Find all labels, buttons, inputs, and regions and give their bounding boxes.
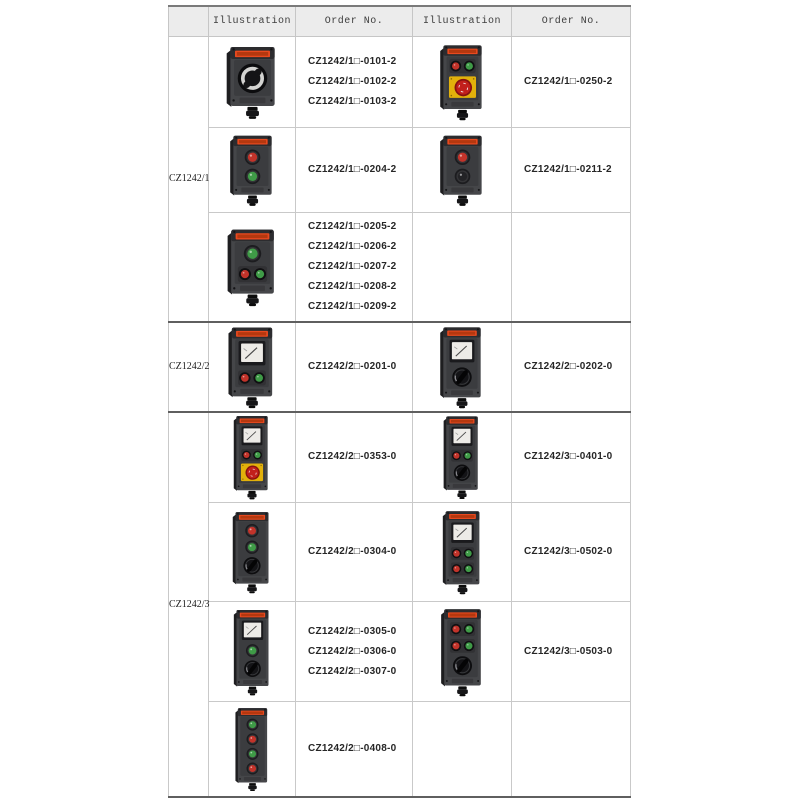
order-number: CZ1242/1□-0205-2 [308,220,397,232]
column-header-illustration-1: Illustration [209,6,296,37]
meter-buttons-estop-control-station [209,414,295,500]
illustration-cell [413,602,512,702]
order-number: CZ1242/2□-0202-0 [524,360,613,372]
illustration-cell [413,37,512,128]
order-number: CZ1242/2□-0304-0 [308,546,397,557]
order-number: CZ1242/1□-0250-2 [524,76,613,87]
illustration-cell [209,213,296,322]
order-cell [296,602,413,702]
empty-cell [512,213,631,322]
empty-cell [413,702,512,797]
table-row [169,412,631,503]
order-number: CZ1242/2□-0306-0 [308,645,397,657]
table-row [169,503,631,602]
order-number: CZ1242/1□-0209-2 [308,300,397,312]
illustration-cell [209,322,296,412]
order-number: CZ1242/1□-0101-2 [308,56,397,67]
start-stop-estop-control-station [413,43,511,121]
order-number: CZ1242/3□-0401-0 [524,451,613,463]
order-number: CZ1242/1□-0206-2 [308,240,397,252]
order-number: CZ1242/3□-0502-0 [524,546,613,557]
model-cell: CZ1242/1 [169,37,209,322]
product-table [168,5,631,798]
header-row [169,6,631,37]
illustration-cell [413,322,512,412]
corner-header [169,6,209,37]
illustration-cell [209,702,296,797]
four-button-rotary-control-station [413,607,511,697]
order-cell [296,702,413,797]
meter-start-stop-control-station [209,325,295,409]
illustration-cell [209,503,296,602]
column-header-order-2: Order No. [512,6,631,37]
illustration-cell [209,602,296,702]
rotary-switch-control-station [209,44,295,120]
order-number: CZ1242/1□-0103-2 [308,96,397,107]
illustration-cell [209,128,296,213]
order-cell [296,213,413,322]
model-cell: CZ1242/2 [169,322,209,412]
order-cell [296,412,413,503]
meter-button-rotary-control-station [209,608,295,696]
order-cell [296,128,413,213]
order-cell [512,602,631,702]
illustration-cell [413,128,512,213]
empty-cell [413,213,512,322]
catalog-page [168,5,631,798]
table-row [169,602,631,702]
table-row [169,702,631,797]
order-cell [512,37,631,128]
illustration-cell [209,412,296,503]
order-cell [296,37,413,128]
table-body [169,37,631,797]
table-row [169,322,631,412]
order-number: CZ1242/2□-0353-0 [308,451,397,463]
order-number: CZ1242/1□-0204-2 [308,164,397,175]
meter-buttons-rotary-control-station [413,414,511,500]
illustration-cell [209,37,296,128]
red-green-button-control-station [209,133,295,207]
table-row [169,128,631,213]
table-row [169,37,631,128]
order-number: CZ1242/2□-0408-0 [308,742,397,754]
model-cell: CZ1242/3 [169,412,209,797]
order-number: CZ1242/3□-0503-0 [524,645,613,657]
order-number: CZ1242/1□-0102-2 [308,76,397,87]
green-button-pair-control-station [209,227,295,307]
two-button-rotary-control-station [209,510,295,594]
meter-rotary-control-station [413,325,511,409]
empty-cell [512,702,631,797]
red-black-button-control-station [413,133,511,207]
order-number: CZ1242/1□-0211-2 [524,164,612,175]
column-header-illustration-2: Illustration [413,6,512,37]
order-number: CZ1242/1□-0207-2 [308,260,397,272]
illustration-cell [413,503,512,602]
order-cell [512,322,631,412]
illustration-cell [413,412,512,503]
order-cell [296,503,413,602]
order-cell [512,412,631,503]
table-row [169,213,631,322]
order-cell [296,322,413,412]
column-header-order-1: Order No. [296,6,413,37]
order-cell [512,503,631,602]
four-button-control-station [209,706,295,792]
order-number: CZ1242/2□-0201-0 [308,360,397,372]
order-number: CZ1242/2□-0307-0 [308,665,397,677]
order-number: CZ1242/1□-0208-2 [308,280,397,292]
order-number: CZ1242/2□-0305-0 [308,625,397,637]
order-cell [512,128,631,213]
meter-four-button-control-station [413,509,511,595]
